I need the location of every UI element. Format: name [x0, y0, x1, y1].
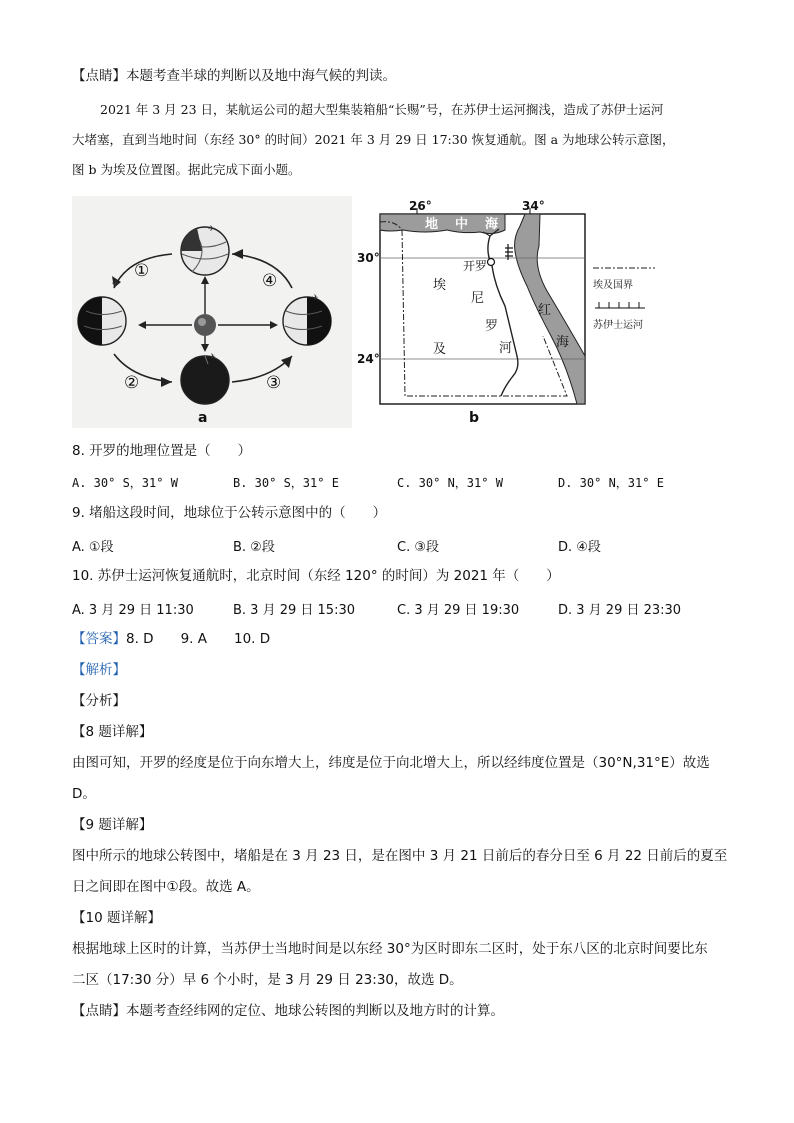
answer-line	[72, 629, 270, 649]
q8-option-c: C. 30° N，31° W	[397, 476, 503, 490]
q9-detail-line-2: 日之间即在图中①段。故选 A。	[72, 879, 260, 895]
svg-text:✈: ✈	[209, 352, 216, 361]
segment-label-3: ③	[266, 373, 282, 393]
q10-option-c: C. 3 月 29 日 19:30	[397, 603, 520, 618]
lon-label-26: 26°	[409, 199, 432, 213]
segment-label-1: ①	[134, 261, 150, 281]
svg-text:✈: ✈	[208, 224, 215, 233]
sea-label-zhong: 中	[455, 217, 469, 232]
q9-option-a: A. ①段	[72, 540, 114, 555]
q9-detail-line-1: 图中所示的地球公转图中，堵船是在 3 月 23 日，是在图中 3 月 21 日前后的春分日至 6 月 22 日前后的夏至	[72, 848, 728, 864]
svg-text:✈: ✈	[112, 279, 119, 288]
figure-a-revolution-diagram	[72, 196, 352, 428]
q9-option-b: B. ②段	[233, 540, 275, 555]
country-label-ai: 埃	[433, 278, 447, 293]
sea-label-di: 地	[425, 217, 439, 232]
river-label-he: 河	[499, 341, 513, 356]
passage-line-3: 图 b 为埃及位置图。据此完成下面小题。	[72, 162, 301, 177]
redsea-label-hai: 海	[556, 335, 570, 350]
answer-values: 8. D 9. A 10. D	[126, 631, 271, 647]
lat-label-30: 30°	[357, 251, 380, 265]
segment-label-4: ④	[262, 271, 278, 291]
fenxi-heading: 【分析】	[72, 693, 126, 709]
q8-option-b: B. 30° S，31° E	[233, 476, 339, 490]
cairo-label: 开罗	[463, 259, 488, 273]
q10-detail-line-2: 二区（17:30 分）早 6 个小时，是 3 月 29 日 23:30，故选 D。	[72, 972, 463, 988]
earth-right-icon	[283, 297, 331, 345]
cairo-marker	[488, 259, 495, 266]
question-9-stem: 9. 堵船这段时间，地球位于公转示意图中的（ ）	[72, 505, 387, 521]
river-label-luo: 罗	[485, 319, 499, 334]
answer-label: 【答案】	[72, 631, 126, 647]
earth-left-icon	[78, 297, 126, 345]
svg-text:✈: ✈	[312, 293, 319, 302]
q9-detail-heading: 【9 题详解】	[72, 817, 153, 833]
q8-detail-line-1: 由图可知，开罗的经度是位于向东增大上，纬度是位于向北增大上，所以经纬度位置是（30°N,31°E）故选	[72, 755, 710, 771]
country-label-ji: 及	[433, 342, 447, 357]
legend-border-label: 埃及国界	[593, 280, 633, 291]
figure-b-egypt-map	[355, 196, 665, 428]
lat-label-24: 24°	[357, 352, 380, 366]
q10-detail-line-1: 根据地球上区时的计算，当苏伊士当地时间是以东经 30°为区时即东二区时，处于东八区的北京时间要比东	[72, 941, 708, 957]
redsea-label-hong: 红	[538, 303, 552, 318]
sun-icon	[194, 314, 216, 336]
q9-option-c: C. ③段	[397, 540, 439, 555]
q8-detail-heading: 【8 题详解】	[72, 724, 153, 740]
q10-option-b: B. 3 月 29 日 15:30	[233, 603, 355, 618]
lon-label-34: 34°	[522, 199, 545, 213]
river-label-ni: 尼	[471, 291, 485, 306]
question-8-stem: 8. 开罗的地理位置是（ ）	[72, 443, 252, 459]
tip-final: 【点睛】本题考查经纬网的定位、地球公转图的判断以及地方时的计算。	[72, 1003, 504, 1019]
sea-label-hai: 海	[485, 217, 499, 232]
analysis-heading: 【解析】	[72, 662, 126, 678]
q10-option-a: A. 3 月 29 日 11:30	[72, 603, 194, 618]
figure-a-label: a	[198, 410, 208, 426]
q8-option-a: A. 30° S，31° W	[72, 476, 178, 490]
passage-line-1: 2021 年 3 月 23 日，某航运公司的超大型集装箱船“长赐”号，在苏伊士运河搁浅，造成了苏伊士运河	[100, 102, 664, 117]
passage-line-2: 大堵塞，直到当地时间（东经 30° 的时间）2021 年 3 月 29 日 17:30 恢复通航。图 a 为地球公转示意图，	[72, 132, 675, 147]
q10-option-d: D. 3 月 29 日 23:30	[558, 603, 682, 618]
q9-option-d: D. ④段	[558, 540, 601, 555]
segment-label-2: ②	[124, 373, 140, 393]
q10-detail-heading: 【10 题详解】	[72, 910, 161, 926]
earth-bottom-icon	[181, 356, 229, 404]
tip-intro: 【点睛】本题考查半球的判断以及地中海气候的判读。	[72, 68, 396, 84]
q8-option-d: D. 30° N，31° E	[558, 476, 664, 490]
question-10-stem: 10. 苏伊士运河恢复通航时，北京时间（东经 120° 的时间）为 2021 年（ ）	[72, 568, 560, 584]
earth-top-icon	[181, 227, 229, 275]
figure-b-label: b	[469, 410, 480, 426]
q8-detail-line-2: D。	[72, 786, 96, 802]
legend-canal-label: 苏伊士运河	[593, 320, 643, 331]
